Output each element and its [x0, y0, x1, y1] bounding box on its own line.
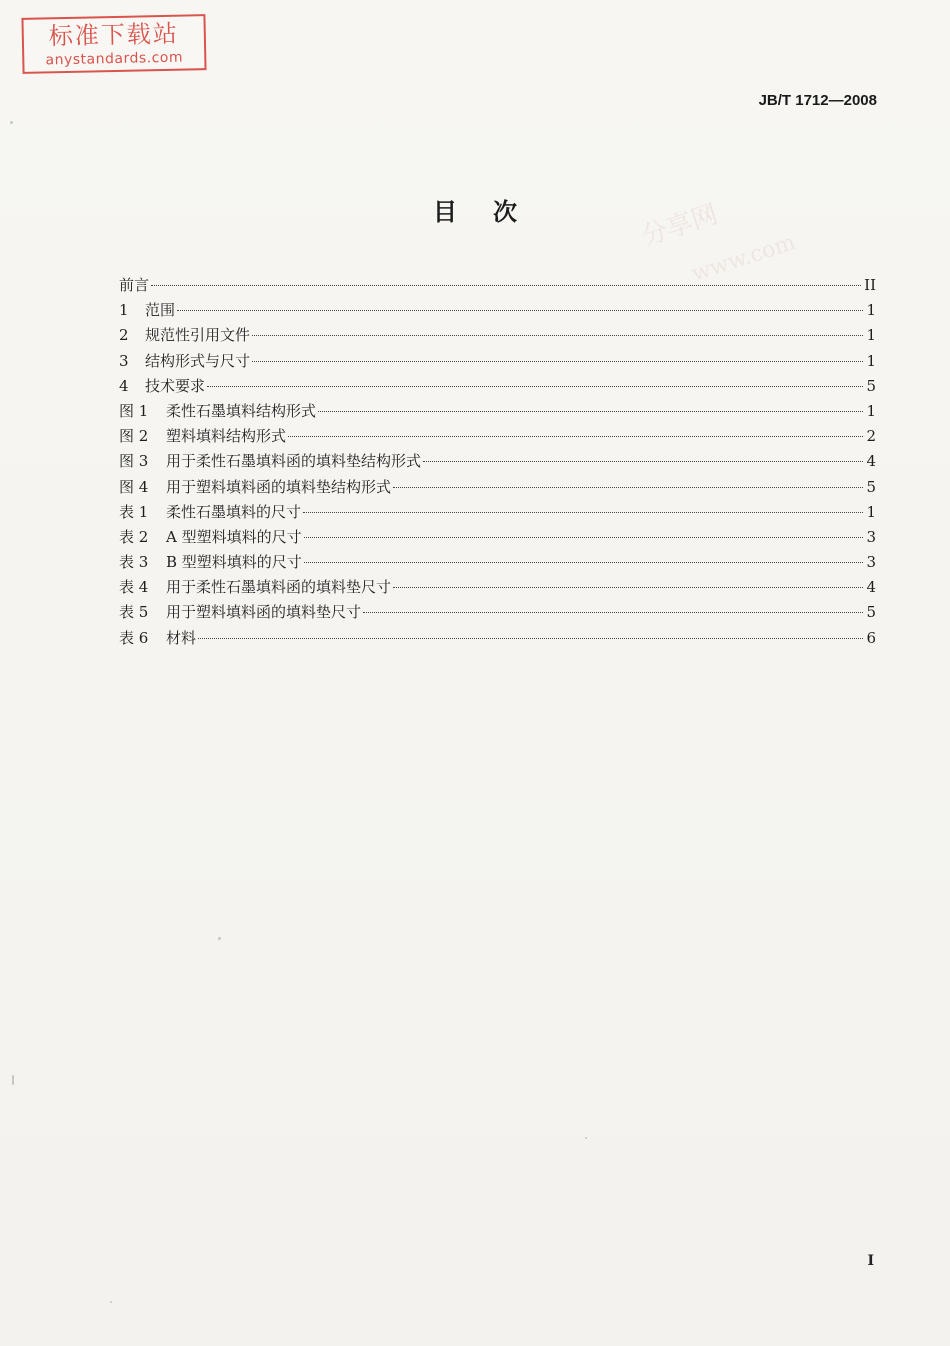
table-of-contents [119, 273, 876, 651]
toc-dot-leader [252, 361, 863, 362]
toc-entry-label: A 型塑料填料的尺寸 [166, 527, 302, 546]
toc-entry[interactable] [119, 475, 876, 500]
toc-dot-leader [207, 386, 863, 387]
toc-entry-number: 表 4 [119, 578, 149, 597]
toc-entry-number: 表 5 [119, 603, 149, 622]
watermark-text: 分享网 [638, 199, 722, 253]
toc-entry-label: 用于柔性石墨填料函的填料垫尺寸 [166, 578, 392, 597]
toc-entry-page: 5 [866, 376, 876, 395]
toc-entry[interactable] [119, 500, 876, 525]
toc-dot-leader [198, 638, 863, 639]
stamp-english-text: anystandards.com [45, 49, 184, 69]
toc-dot-leader [318, 411, 863, 412]
toc-entry[interactable] [119, 424, 876, 449]
toc-entry-number: 表 6 [119, 628, 149, 647]
scan-speck [110, 1301, 112, 1303]
toc-entry-page: 1 [866, 301, 876, 320]
toc-entry[interactable] [119, 449, 876, 474]
toc-entry-label: B 型塑料填料的尺寸 [166, 553, 302, 572]
toc-dot-leader [423, 461, 863, 462]
toc-entry-number: 图 4 [119, 477, 149, 496]
toc-title: 目次 [433, 198, 553, 226]
document-code: JB/T 1712—2008 [758, 92, 877, 109]
toc-entry-label: 范围 [145, 301, 176, 320]
toc-entry-number: 3 [119, 351, 129, 370]
toc-entry-number: 1 [119, 301, 129, 320]
toc-entry-page: 2 [866, 427, 876, 446]
toc-entry-label: 技术要求 [145, 376, 206, 395]
stamp-chinese-text: 标准下载站 [48, 19, 180, 51]
toc-entry-label: 柔性石墨填料结构形式 [166, 401, 317, 420]
toc-entry-label: 塑料填料结构形式 [166, 427, 287, 446]
page-number: I [867, 1253, 874, 1269]
toc-entry-label: 用于塑料填料函的填料垫结构形式 [166, 477, 392, 496]
toc-entry-number: 图 1 [119, 401, 149, 420]
scan-speck [585, 1137, 587, 1139]
toc-entry-label: 材料 [166, 628, 197, 647]
toc-dot-leader [304, 562, 864, 563]
toc-dot-leader [393, 587, 863, 588]
toc-entry-label: 规范性引用文件 [145, 326, 251, 345]
toc-entry-number: 4 [119, 376, 129, 395]
toc-dot-leader [393, 487, 863, 488]
toc-entry[interactable] [119, 374, 876, 399]
toc-dot-leader [177, 310, 863, 311]
toc-entry[interactable] [119, 550, 876, 575]
toc-entry[interactable] [119, 600, 876, 625]
toc-entry[interactable] [119, 273, 876, 298]
toc-entry-page: 3 [866, 553, 876, 572]
toc-entry-page: 1 [866, 326, 876, 345]
toc-entry-page: 3 [866, 527, 876, 546]
anystandards-stamp-logo [21, 14, 206, 74]
toc-entry[interactable] [119, 399, 876, 424]
toc-dot-leader [303, 512, 863, 513]
toc-entry-page: II [864, 276, 876, 294]
toc-entry-number: 2 [119, 326, 129, 345]
toc-entry[interactable] [119, 323, 876, 348]
toc-entry-label: 柔性石墨填料的尺寸 [166, 502, 302, 521]
toc-entry-page: 6 [866, 628, 876, 647]
toc-entry-page: 4 [866, 452, 876, 471]
toc-entry[interactable] [119, 349, 876, 374]
toc-entry-number: 表 2 [119, 527, 149, 546]
toc-dot-leader [252, 335, 863, 336]
scan-speck [218, 937, 221, 940]
toc-entry-number: 表 1 [119, 502, 149, 521]
toc-dot-leader [363, 612, 863, 613]
toc-entry-page: 5 [866, 477, 876, 496]
toc-entry-number: 图 2 [119, 427, 149, 446]
toc-entry[interactable] [119, 626, 876, 651]
watermark-text-secondary: www.com [688, 230, 799, 287]
toc-entry-number: 图 3 [119, 452, 149, 471]
toc-entry-page: 4 [866, 578, 876, 597]
toc-entry[interactable] [119, 298, 876, 323]
toc-dot-leader [304, 537, 864, 538]
toc-entry[interactable] [119, 525, 876, 550]
toc-entry-label: 结构形式与尺寸 [145, 351, 251, 370]
toc-entry-page: 1 [866, 401, 876, 420]
toc-entry[interactable] [119, 575, 876, 600]
toc-dot-leader [151, 285, 861, 286]
toc-entry-page: 1 [866, 351, 876, 370]
toc-entry-number: 表 3 [119, 553, 149, 572]
toc-entry-page: 5 [866, 603, 876, 622]
toc-dot-leader [288, 436, 863, 437]
toc-entry-label: 用于塑料填料函的填料垫尺寸 [166, 603, 362, 622]
toc-entry-label: 用于柔性石墨填料函的填料垫结构形式 [166, 452, 422, 471]
scan-speck [12, 1075, 14, 1085]
scan-speck [10, 121, 13, 124]
toc-entry-page: 1 [866, 502, 876, 521]
toc-entry-label: 前言 [119, 276, 150, 294]
